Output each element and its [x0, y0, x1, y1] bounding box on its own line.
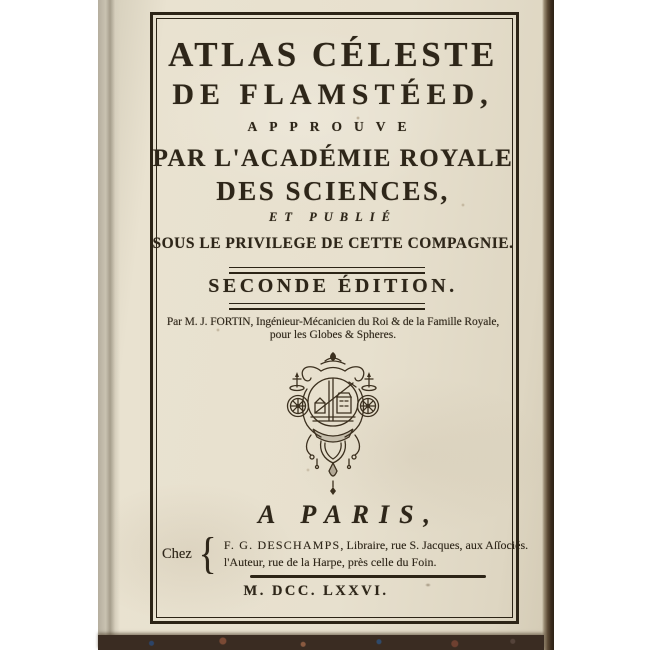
privilege-line: SOUS LE PRIVILEGE DE CETTE COMPAGNIE.: [152, 235, 514, 252]
approval-line: APPROUVE: [247, 119, 419, 134]
book-cover-edge: [542, 0, 554, 650]
main-title-line-2: DE FLAMSTÉED,: [172, 78, 494, 111]
brace-glyph: {: [198, 529, 217, 578]
publisher-line-2: l'Auteur, rue de la Harpe, près celle du Foin.: [223, 555, 437, 569]
publisher-line-1: [224, 537, 528, 554]
imprint-publishers: [162, 529, 529, 578]
double-rule-above-edition: [229, 267, 425, 274]
author-line-2: pour les Globes & Spheres.: [269, 329, 397, 341]
double-rule-below-edition: [229, 303, 425, 310]
author-line-1: Par M. J. FORTIN, Ingénieur-Mécanicien du Roi & de la Famille Royale,: [166, 316, 500, 328]
rule-above-date: [250, 575, 486, 578]
academy-line-1: PAR L'ACADÉMIE ROYALE: [152, 145, 514, 172]
publication-date: M. DCC. LXXVI.: [243, 583, 389, 599]
publisher-address: Libraire, rue S. Jacques, aux Aſſociés.: [346, 538, 529, 552]
academy-line-2: DES SCIENCES,: [216, 176, 450, 206]
page-gutter-edge: [98, 0, 120, 636]
chez-label: Chez: [162, 545, 192, 562]
publication-line: ET PUBLIÉ: [269, 210, 397, 224]
engraved-vignette-icon: [152, 349, 514, 501]
main-title-line-1: ATLAS CÉLESTE: [168, 35, 498, 74]
edition-statement: SECONDE ÉDITION.: [208, 275, 458, 297]
marbled-board-edge: [98, 635, 544, 650]
imprint-city: A PARIS,: [257, 500, 441, 529]
publisher-lines: [224, 537, 528, 571]
book-title-page-photo: [98, 0, 554, 650]
publisher-name: F. G. DESCHAMPS,: [223, 538, 345, 552]
